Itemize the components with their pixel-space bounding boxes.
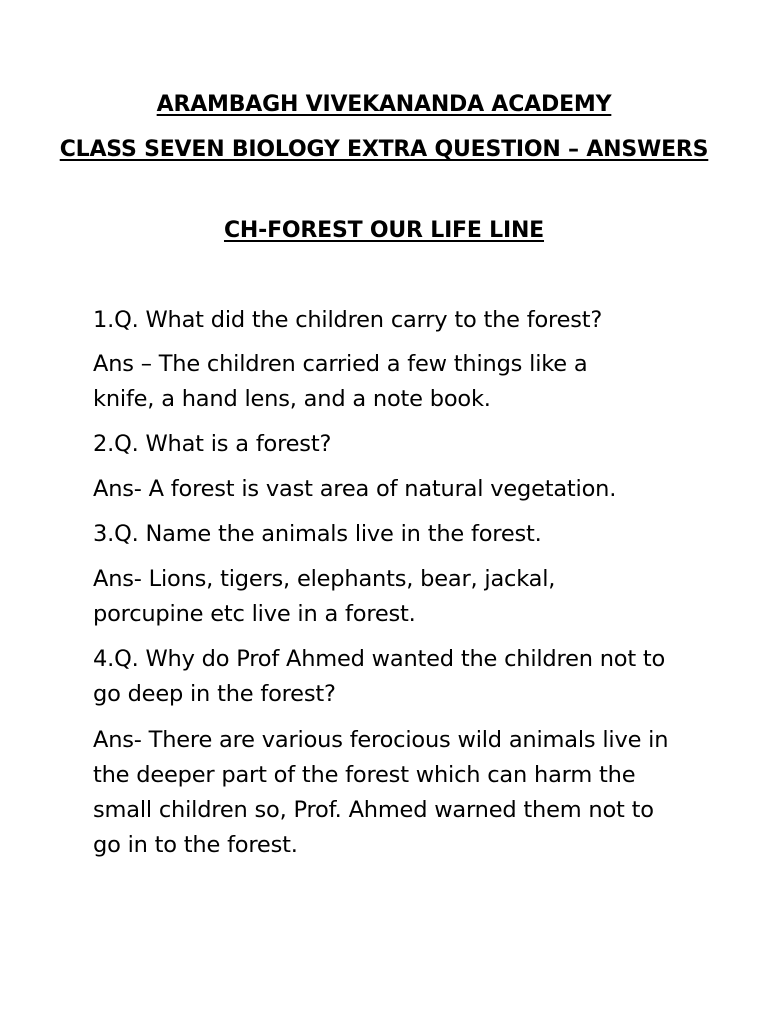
question-4: 4.Q. Why do Prof Ahmed wanted the children not to go deep in the forest?: [93, 646, 666, 707]
question-3: 3.Q. Name the animals live in the forest.: [93, 521, 542, 547]
chapter-title: CH-FOREST OUR LIFE LINE: [223, 218, 545, 243]
answer-3: Ans- Lions, tigers, elephants, bear, jackal, porcupine etc live in a forest.: [93, 566, 556, 627]
answer-1: Ans – The children carried a few things like a knife, a hand lens, and a note book.: [93, 351, 588, 412]
question-2: 2.Q. What is a forest?: [93, 431, 332, 457]
subtitle-heading: [0, 133, 768, 167]
school-name-heading: [0, 88, 768, 122]
chapter-heading: [0, 214, 768, 248]
answer-2: Ans- A forest is vast area of natural vegetation.: [93, 476, 617, 502]
school-name: ARAMBAGH VIVEKANANDA ACADEMY: [156, 92, 612, 117]
subtitle: CLASS SEVEN BIOLOGY EXTRA QUESTION – ANSWERS: [59, 137, 709, 162]
question-1: 1.Q. What did the children carry to the forest?: [93, 307, 603, 333]
answer-4: Ans- There are various ferocious wild animals live in the deeper part of the forest which can harm the small children so, Prof. Ahmed warned them not to go in to the forest.: [93, 727, 669, 858]
